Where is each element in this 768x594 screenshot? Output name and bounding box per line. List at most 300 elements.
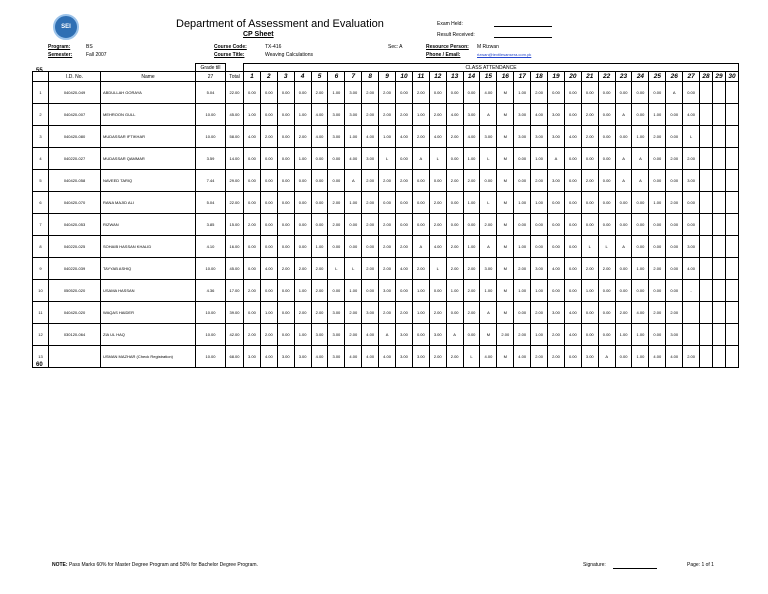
attendance-cell-8: 4.00 [362, 346, 379, 368]
student-total: 16.00 [226, 236, 244, 258]
attendance-cell-18: 2.00 [531, 170, 548, 192]
attendance-cell-5: 0.00 [311, 192, 328, 214]
footer-note [52, 562, 258, 568]
row-number: 4 [33, 148, 49, 170]
student-id: 040220-039 [49, 258, 101, 280]
table-row [33, 82, 739, 104]
attendance-cell-14: 1.00 [463, 236, 480, 258]
attendance-cell-4: 0.00 [294, 170, 311, 192]
attendance-cell-25: 0.00 [649, 148, 666, 170]
attendance-cell-21: 2.00 [581, 126, 598, 148]
attendance-cell-13: 2.00 [446, 258, 463, 280]
attendance-cell-22: 2.00 [598, 258, 615, 280]
attendance-cell-23: 1.00 [615, 324, 632, 346]
attendance-cell-30 [726, 192, 739, 214]
attendance-cell-12: 2.00 [429, 346, 446, 368]
attendance-cell-26: 0.00 [666, 104, 683, 126]
attendance-cell-27: 0.00 [683, 214, 700, 236]
attendance-cell-16: M [497, 192, 514, 214]
session-header-16: 16 [497, 72, 514, 82]
attendance-cell-30 [726, 214, 739, 236]
student-name: ABDULLAH GORAYA [101, 82, 196, 104]
table-row [33, 280, 739, 302]
name-header: Name [101, 72, 196, 82]
attendance-cell-21: 3.00 [581, 346, 598, 368]
attendance-cell-5: 2.00 [311, 258, 328, 280]
attendance-cell-17: 1.00 [514, 236, 531, 258]
attendance-cell-21: 2.00 [581, 258, 598, 280]
student-name: ZIA UL HAQ [101, 324, 196, 346]
student-total: 15.00 [226, 214, 244, 236]
attendance-cell-20: 0.00 [564, 170, 581, 192]
result-received-line [494, 37, 552, 38]
attendance-cell-17: 0.00 [514, 302, 531, 324]
attendance-cell-29 [713, 126, 726, 148]
session-header-20: 20 [564, 72, 581, 82]
attendance-cell-7: 3.00 [345, 104, 362, 126]
attendance-cell-12: 2.00 [429, 192, 446, 214]
email-link[interactable]: rizwan@textilesansera.com.pk [477, 52, 532, 57]
attendance-cell-2: 0.00 [260, 104, 277, 126]
attendance-cell-1: 0.00 [244, 170, 261, 192]
attendance-cell-14: 2.00 [463, 258, 480, 280]
page-number: Page: 1 of 1 [687, 562, 714, 568]
attendance-cell-26: 0.00 [666, 280, 683, 302]
attendance-cell-25: 0.00 [649, 280, 666, 302]
attendance-cell-11: 0.00 [412, 192, 429, 214]
attendance-cell-25: 2.00 [649, 126, 666, 148]
attendance-cell-19: 3.00 [548, 126, 565, 148]
attendance-cell-10: 0.00 [396, 148, 413, 170]
attendance-cell-2: 0.00 [260, 236, 277, 258]
attendance-cell-5: 0.00 [311, 214, 328, 236]
page-title: Department of Assessment and Evaluation [176, 18, 384, 30]
attendance-cell-2: 1.00 [260, 302, 277, 324]
attendance-cell-9: 2.00 [379, 82, 396, 104]
attendance-cell-5: 4.00 [311, 104, 328, 126]
attendance-cell-1: 0.00 [244, 148, 261, 170]
session-header-27: 27 [683, 72, 700, 82]
attendance-cell-12: 0.00 [429, 82, 446, 104]
attendance-cell-1: 3.00 [244, 346, 261, 368]
attendance-cell-28 [700, 346, 713, 368]
attendance-cell-19: 3.00 [548, 170, 565, 192]
attendance-cell-7: L [345, 258, 362, 280]
attendance-cell-10: 2.00 [396, 236, 413, 258]
attendance-cell-30 [726, 104, 739, 126]
attendance-cell-9: 4.00 [379, 346, 396, 368]
table-header-row-top [33, 64, 739, 72]
session-header-8: 8 [362, 72, 379, 82]
student-id: 040420-080 [49, 126, 101, 148]
attendance-cell-2: 0.00 [260, 214, 277, 236]
attendance-cell-3: 0.00 [277, 302, 294, 324]
attendance-cell-5: 4.00 [311, 126, 328, 148]
signature-line [613, 568, 657, 569]
attendance-cell-19: 3.00 [548, 302, 565, 324]
table-row [33, 126, 739, 148]
attendance-cell-10: 4.00 [396, 126, 413, 148]
attendance-cell-24: 1.00 [632, 126, 649, 148]
session-header-24: 24 [632, 72, 649, 82]
attendance-cell-7: 4.00 [345, 346, 362, 368]
session-header-12: 12 [429, 72, 446, 82]
student-grade: 5.04 [196, 192, 226, 214]
attendance-cell-5: 0.00 [311, 170, 328, 192]
attendance-cell-29 [713, 82, 726, 104]
cp-attendance-table [32, 63, 739, 368]
attendance-cell-18: 4.00 [531, 104, 548, 126]
attendance-cell-21: 2.00 [581, 170, 598, 192]
session-header-2: 2 [260, 72, 277, 82]
attendance-cell-18: 2.00 [531, 302, 548, 324]
session-header-9: 9 [379, 72, 396, 82]
attendance-cell-7: 2.00 [345, 302, 362, 324]
attendance-cell-13: 2.00 [446, 170, 463, 192]
attendance-cell-6: 3.00 [328, 126, 345, 148]
attendance-cell-16: M [497, 126, 514, 148]
attendance-cell-20: 0.00 [564, 192, 581, 214]
section-label: Sec: A [388, 44, 403, 50]
attendance-cell-19: 0.00 [548, 280, 565, 302]
student-name: MUDASSAR QAMMAR [101, 148, 196, 170]
attendance-cell-3: 0.00 [277, 280, 294, 302]
student-id: 040220-025 [49, 236, 101, 258]
attendance-cell-7: A [345, 170, 362, 192]
attendance-cell-4: 1.00 [294, 324, 311, 346]
row-number-header [33, 72, 49, 82]
attendance-cell-17: 1.00 [514, 82, 531, 104]
attendance-cell-22: 0.00 [598, 192, 615, 214]
attendance-cell-15: 0.00 [480, 170, 497, 192]
attendance-cell-26: 0.00 [666, 258, 683, 280]
session-header-10: 10 [396, 72, 413, 82]
attendance-cell-13: 0.00 [446, 82, 463, 104]
attendance-cell-8: 2.00 [362, 82, 379, 104]
student-grade: 10.00 [196, 104, 226, 126]
attendance-cell-7: 2.00 [345, 324, 362, 346]
attendance-cell-25: 0.00 [649, 236, 666, 258]
attendance-cell-22: 0.00 [598, 82, 615, 104]
attendance-cell-28 [700, 170, 713, 192]
note-text: Pass Marks 60% for Master Degree Program and 50% for Bachelor Degree Program. [68, 562, 258, 568]
attendance-cell-12: 2.00 [429, 104, 446, 126]
attendance-cell-4: 0.00 [294, 82, 311, 104]
attendance-cell-13: 0.00 [446, 192, 463, 214]
attendance-cell-11: 0.00 [412, 214, 429, 236]
attendance-cell-17: 0.00 [514, 214, 531, 236]
phone-email-label: Phone / Email: [426, 52, 461, 58]
attendance-cell-24: 0.00 [632, 192, 649, 214]
session-header-19: 19 [548, 72, 565, 82]
attendance-cell-2: 0.00 [260, 82, 277, 104]
student-name: RIZWAN [101, 214, 196, 236]
attendance-cell-3: 0.00 [277, 214, 294, 236]
attendance-cell-15: L [480, 148, 497, 170]
attendance-cell-9: 2.00 [379, 236, 396, 258]
attendance-cell-24: 0.00 [632, 280, 649, 302]
attendance-cell-23: 0.00 [615, 280, 632, 302]
attendance-cell-25: 0.00 [649, 214, 666, 236]
attendance-cell-4: 1.00 [294, 104, 311, 126]
attendance-cell-15: 1.00 [480, 280, 497, 302]
attendance-cell-14: 0.00 [463, 82, 480, 104]
attendance-cell-3: 0.00 [277, 126, 294, 148]
attendance-cell-9: L [379, 148, 396, 170]
attendance-cell-1: 1.00 [244, 104, 261, 126]
attendance-cell-29 [713, 104, 726, 126]
attendance-cell-9: 0.00 [379, 192, 396, 214]
attendance-cell-21: 2.00 [581, 104, 598, 126]
student-total: 42.00 [226, 324, 244, 346]
attendance-cell-23: 0.00 [615, 82, 632, 104]
attendance-cell-13: 4.00 [446, 104, 463, 126]
row-number: 9 [33, 258, 49, 280]
attendance-cell-9: 3.00 [379, 280, 396, 302]
result-received-label: Result Received: [437, 32, 475, 38]
grade-value: 27 [196, 72, 226, 82]
attendance-cell-30 [726, 258, 739, 280]
attendance-cell-7: 1.00 [345, 192, 362, 214]
attendance-cell-10: 0.00 [396, 280, 413, 302]
student-total: 68.00 [226, 346, 244, 368]
attendance-cell-3: 0.00 [277, 236, 294, 258]
student-name: USAMA HASSAN [101, 280, 196, 302]
attendance-cell-30 [726, 236, 739, 258]
student-name: MEHROON GULL [101, 104, 196, 126]
signature-label: Signature: [583, 562, 606, 568]
attendance-cell-29 [713, 280, 726, 302]
attendance-cell-19: 0.00 [548, 214, 565, 236]
student-grade: 4.36 [196, 280, 226, 302]
attendance-cell-3: 0.00 [277, 82, 294, 104]
attendance-cell-6: 0.00 [328, 236, 345, 258]
attendance-cell-14: 1.00 [463, 192, 480, 214]
attendance-cell-16: M [497, 214, 514, 236]
attendance-cell-20: 0.00 [564, 346, 581, 368]
attendance-cell-23: 0.00 [615, 346, 632, 368]
attendance-cell-15: L [480, 192, 497, 214]
attendance-cell-25: 0.00 [649, 324, 666, 346]
student-id: 040220-027 [49, 148, 101, 170]
attendance-cell-6: 2.00 [328, 214, 345, 236]
attendance-cell-18: 0.00 [531, 236, 548, 258]
attendance-cell-6: 0.00 [328, 170, 345, 192]
attendance-cell-26: 0.00 [666, 170, 683, 192]
attendance-cell-3: 0.00 [277, 148, 294, 170]
university-logo [53, 14, 79, 40]
attendance-cell-23: A [615, 104, 632, 126]
student-total: 22.00 [226, 82, 244, 104]
attendance-cell-2: 2.00 [260, 324, 277, 346]
attendance-cell-18: 2.00 [531, 346, 548, 368]
attendance-cell-25: 0.00 [649, 82, 666, 104]
attendance-cell-18: 0.00 [531, 214, 548, 236]
attendance-cell-5: 1.00 [311, 236, 328, 258]
attendance-cell-20: 0.00 [564, 214, 581, 236]
session-header-22: 22 [598, 72, 615, 82]
attendance-cell-6: L [328, 258, 345, 280]
session-header-11: 11 [412, 72, 429, 82]
session-header-26: 26 [666, 72, 683, 82]
attendance-cell-15: 2.00 [480, 214, 497, 236]
attendance-cell-9: 1.00 [379, 126, 396, 148]
attendance-cell-28 [700, 104, 713, 126]
attendance-cell-14: 2.00 [463, 170, 480, 192]
attendance-cell-24: A [632, 170, 649, 192]
session-header-29: 29 [713, 72, 726, 82]
attendance-cell-23: 0.00 [615, 126, 632, 148]
attendance-cell-6: 0.00 [328, 148, 345, 170]
attendance-cell-12: 4.00 [429, 236, 446, 258]
attendance-cell-20: 0.00 [564, 148, 581, 170]
attendance-cell-16: M [497, 82, 514, 104]
attendance-cell-29 [713, 302, 726, 324]
attendance-cell-30 [726, 126, 739, 148]
attendance-cell-6: 0.00 [328, 280, 345, 302]
student-total: 39.00 [226, 302, 244, 324]
attendance-cell-13: 2.00 [446, 346, 463, 368]
attendance-cell-25: 1.00 [649, 104, 666, 126]
attendance-cell-6: 3.00 [328, 324, 345, 346]
student-id: 040420-070 [49, 192, 101, 214]
attendance-cell-8: 3.00 [362, 302, 379, 324]
attendance-cell-4: 0.00 [294, 214, 311, 236]
student-name: NAVEED TARIQ [101, 170, 196, 192]
session-header-13: 13 [446, 72, 463, 82]
attendance-cell-19: 2.00 [548, 346, 565, 368]
attendance-cell-17: 1.00 [514, 192, 531, 214]
attendance-cell-6: 3.00 [328, 104, 345, 126]
id-header: I.D. No. [49, 72, 101, 82]
student-total: 58.00 [226, 126, 244, 148]
attendance-cell-5: 2.00 [311, 280, 328, 302]
attendance-cell-21: 0.00 [581, 148, 598, 170]
attendance-cell-15: 3.00 [480, 258, 497, 280]
attendance-cell-5: 2.00 [311, 82, 328, 104]
attendance-cell-30 [726, 280, 739, 302]
attendance-cell-4: 3.00 [294, 346, 311, 368]
attendance-cell-11: 1.00 [412, 280, 429, 302]
attendance-cell-5: 4.00 [311, 346, 328, 368]
student-grade: 10.00 [196, 126, 226, 148]
attendance-cell-8: 2.00 [362, 170, 379, 192]
attendance-cell-25: 2.00 [649, 302, 666, 324]
attendance-cell-28 [700, 236, 713, 258]
attendance-cell-14: 4.00 [463, 126, 480, 148]
table-row [33, 104, 739, 126]
attendance-cell-27: 2.00 [683, 148, 700, 170]
attendance-cell-12: 4.00 [429, 126, 446, 148]
attendance-cell-2: 0.00 [260, 148, 277, 170]
attendance-cell-1: 0.00 [244, 82, 261, 104]
attendance-cell-23: A [615, 236, 632, 258]
program-value: BS [86, 44, 93, 50]
attendance-cell-10: 2.00 [396, 104, 413, 126]
attendance-cell-26: 0.00 [666, 236, 683, 258]
attendance-cell-19: A [548, 148, 565, 170]
attendance-cell-13: 0.00 [446, 148, 463, 170]
attendance-cell-10: 2.00 [396, 170, 413, 192]
attendance-cell-28 [700, 192, 713, 214]
attendance-cell-11: 1.00 [412, 302, 429, 324]
table-row [33, 258, 739, 280]
attendance-cell-22: 0.00 [598, 148, 615, 170]
course-code-label: Course Code: [214, 44, 247, 50]
attendance-cell-20: 0.00 [564, 236, 581, 258]
table-header-row [33, 72, 739, 82]
attendance-cell-4: 1.00 [294, 148, 311, 170]
attendance-cell-27: 0.00 [683, 192, 700, 214]
session-header-25: 25 [649, 72, 666, 82]
attendance-cell-11: 2.00 [412, 126, 429, 148]
attendance-cell-1: 0.00 [244, 192, 261, 214]
student-id: 050520-020 [49, 280, 101, 302]
table-row [33, 214, 739, 236]
attendance-cell-8: 4.00 [362, 324, 379, 346]
attendance-cell-8: 2.00 [362, 214, 379, 236]
attendance-cell-29 [713, 258, 726, 280]
attendance-cell-27 [683, 302, 700, 324]
attendance-cell-17: 0.00 [514, 148, 531, 170]
attendance-cell-26: 2.00 [666, 148, 683, 170]
table-row [33, 324, 739, 346]
attendance-cell-2: 2.00 [260, 126, 277, 148]
attendance-cell-11: 0.00 [412, 324, 429, 346]
attendance-cell-27: 2.00 [683, 346, 700, 368]
attendance-cell-4: 2.00 [294, 258, 311, 280]
attendance-cell-12: 0.00 [429, 280, 446, 302]
row-number: 3 [33, 126, 49, 148]
side-mark-top: 55 [36, 68, 43, 74]
student-name: USMAN MAZHAR (Check Registration) [101, 346, 196, 368]
attendance-cell-30 [726, 324, 739, 346]
logo-text: SEI [61, 24, 71, 30]
attendance-label: CLASS ATTENDANCE [244, 64, 739, 72]
attendance-cell-27: 3.00 [683, 170, 700, 192]
attendance-cell-22: 0.00 [598, 126, 615, 148]
attendance-cell-1: 2.00 [244, 214, 261, 236]
attendance-cell-29 [713, 236, 726, 258]
attendance-cell-13: 1.00 [446, 280, 463, 302]
attendance-cell-13: 0.00 [446, 302, 463, 324]
attendance-cell-20: 0.00 [564, 280, 581, 302]
attendance-cell-23: 0.00 [615, 192, 632, 214]
row-number: 2 [33, 104, 49, 126]
student-grade: 3.85 [196, 214, 226, 236]
attendance-cell-8: 4.00 [362, 126, 379, 148]
attendance-cell-26: A [666, 82, 683, 104]
attendance-cell-7: 0.00 [345, 236, 362, 258]
row-number: 8 [33, 236, 49, 258]
attendance-cell-11: 2.00 [412, 82, 429, 104]
attendance-cell-23: A [615, 148, 632, 170]
table-row [33, 302, 739, 324]
attendance-cell-17: 2.00 [514, 258, 531, 280]
student-grade: 10.00 [196, 346, 226, 368]
attendance-cell-10: 0.00 [396, 192, 413, 214]
attendance-cell-9: A [379, 324, 396, 346]
attendance-cell-16: M [497, 236, 514, 258]
course-title-value: Weaving Calculations [265, 52, 313, 58]
attendance-cell-8: 3.00 [362, 148, 379, 170]
student-total: 22.00 [226, 192, 244, 214]
note-label: NOTE: [52, 562, 68, 568]
student-grade: 5.04 [196, 82, 226, 104]
attendance-cell-15: A [480, 104, 497, 126]
attendance-cell-21: 1.00 [581, 280, 598, 302]
session-header-7: 7 [345, 72, 362, 82]
